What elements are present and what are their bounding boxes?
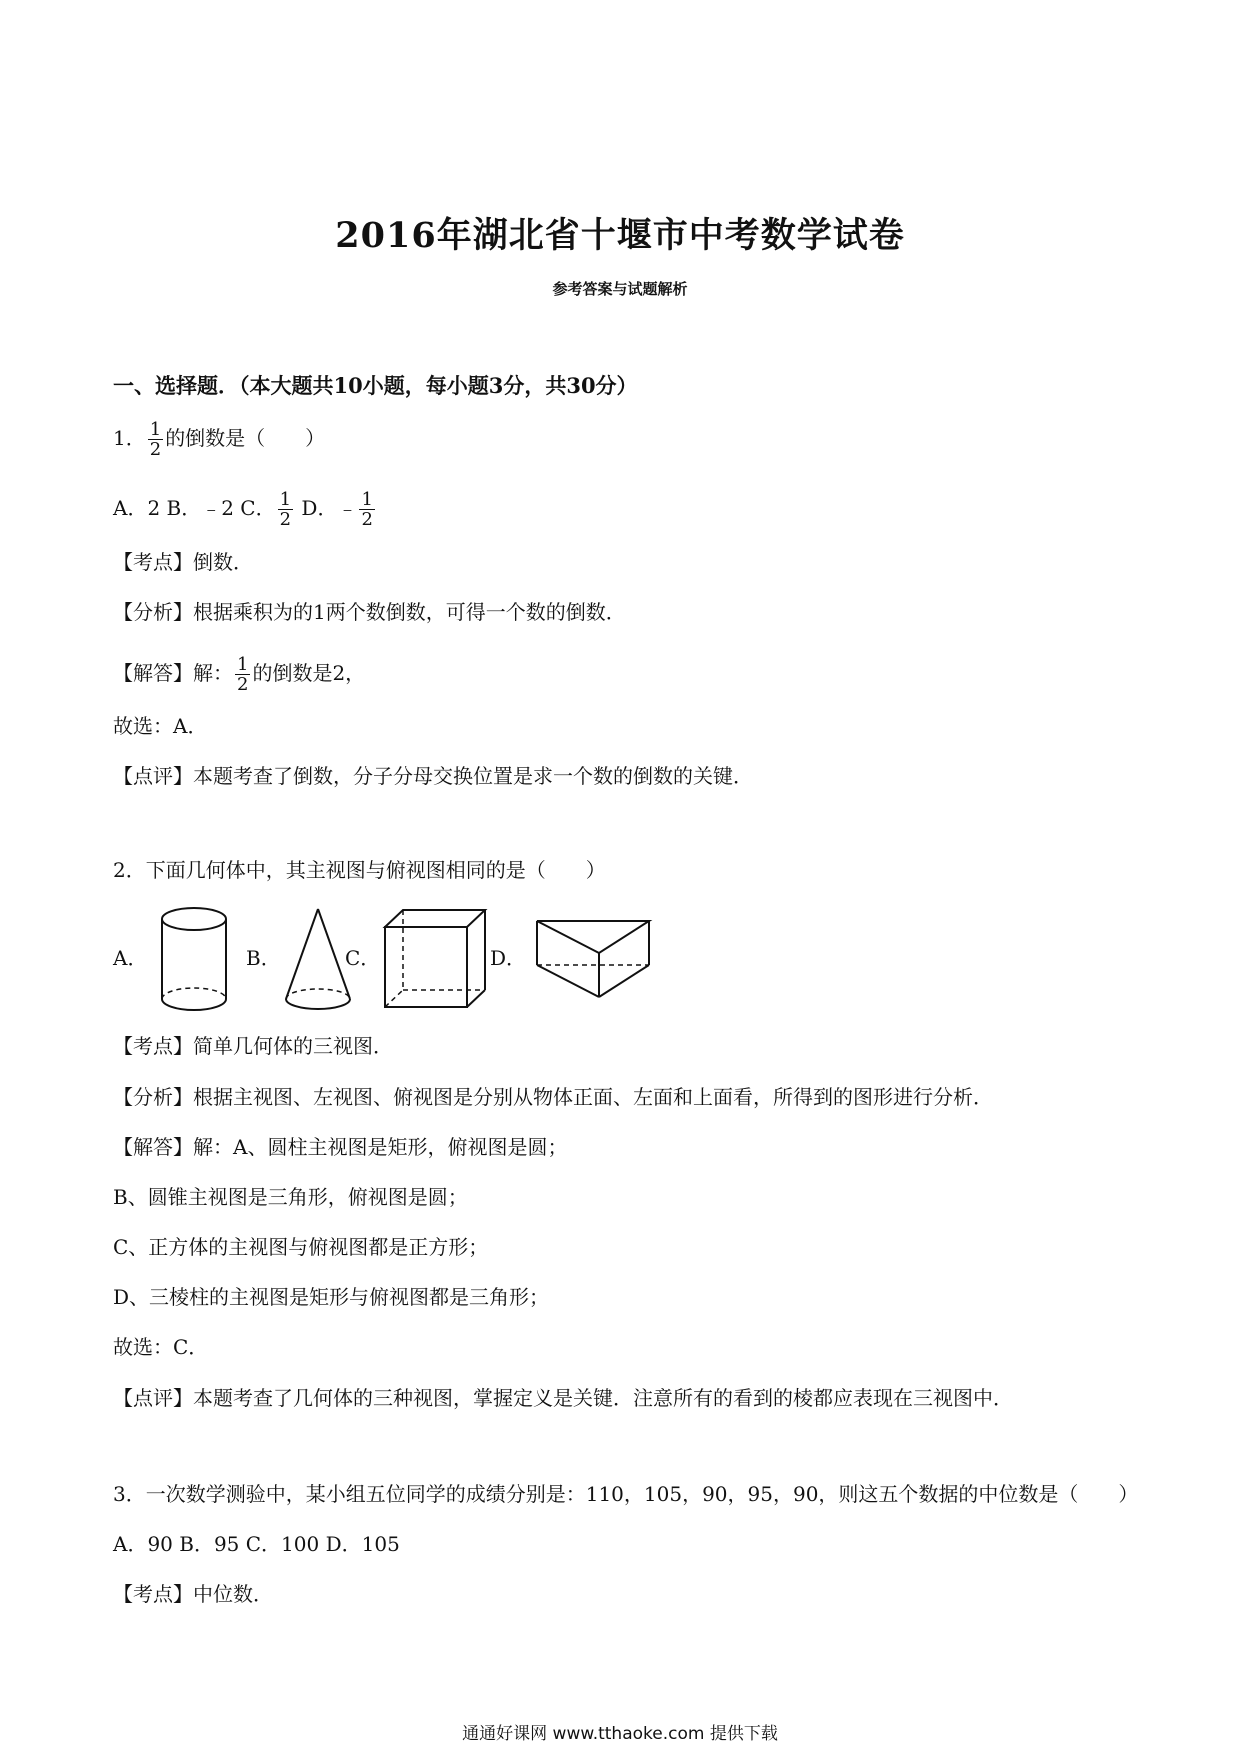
fraction: $\frac{1}{2}$ bbox=[279, 489, 292, 530]
fraction: $\frac{1}{2}$ bbox=[149, 419, 162, 460]
q1-fenxi: 【分析】根据乘积为的1两个数倒数，可得一个数的倒数． bbox=[113, 600, 626, 624]
q2-guxuan: 故选：C． bbox=[113, 1335, 209, 1359]
cube-figure bbox=[381, 905, 493, 1013]
page-footer: 通通好课网 www.tthaoke.com 提供下载 bbox=[462, 1724, 778, 1744]
q1-kaodian: 【考点】倒数． bbox=[113, 550, 253, 574]
q2-line-b: B、圆锥主视图是三角形，俯视图是圆； bbox=[113, 1185, 468, 1209]
fraction: $\frac{1}{2}$ bbox=[237, 654, 249, 695]
q3-options: A．90 B．95 C．100 D．105 bbox=[113, 1532, 400, 1556]
q1-guxuan: 故选：A． bbox=[113, 714, 208, 738]
cylinder-figure bbox=[149, 905, 239, 1013]
q2-line-c: C、正方体的主视图与俯视图都是正方形； bbox=[113, 1235, 489, 1259]
q1-number: 1． bbox=[113, 426, 146, 450]
option-label: B． bbox=[246, 946, 281, 970]
option-label: C． bbox=[345, 946, 381, 970]
option-label: D． bbox=[490, 946, 527, 970]
q1-stem-text: 的倒数是（ ） bbox=[165, 426, 326, 450]
fraction: $\frac{1}{2}$ bbox=[361, 489, 373, 530]
q1-options: A．2 B．﹣2 C． $\frac{1}{2}$ D．﹣ $\frac{1}{2}$ bbox=[113, 489, 373, 530]
q2-kaodian: 【考点】简单几何体的三视图． bbox=[113, 1034, 393, 1058]
q2-jieda: 【解答】解：A、圆柱主视图是矩形，俯视图是圆； bbox=[113, 1135, 568, 1159]
document-title: 2016年湖北省十堰市中考数学试卷 bbox=[335, 215, 905, 256]
option-label: A． bbox=[113, 946, 148, 970]
q2-figure-options bbox=[113, 905, 673, 1015]
q2-stem: 2．下面几何体中，其主视图与俯视图相同的是（ ） bbox=[113, 858, 606, 882]
q3-kaodian: 【考点】中位数． bbox=[113, 1582, 273, 1606]
triangular-prism-figure bbox=[533, 915, 653, 1005]
document-subtitle: 参考答案与试题解析 bbox=[552, 280, 688, 298]
q1-dianping: 【点评】本题考查了倒数，分子分母交换位置是求一个数的倒数的关键． bbox=[113, 764, 753, 788]
q1-stem bbox=[113, 420, 325, 459]
q2-dianping: 【点评】本题考查了几何体的三种视图，掌握定义是关键．注意所有的看到的棱都应表现在三视图中． bbox=[113, 1386, 1013, 1410]
q2-fenxi: 【分析】根据主视图、左视图、俯视图是分别从物体正面、左面和上面看，所得到的图形进行分析． bbox=[113, 1085, 993, 1109]
q2-line-d: D、三棱柱的主视图是矩形与俯视图都是三角形； bbox=[113, 1285, 550, 1309]
q1-jieda: 【解答】解： $\frac{1}{2}$ 的倒数是2， bbox=[113, 654, 366, 695]
section-heading: 一、选择题．（本大题共10小题，每小题3分，共30分） bbox=[113, 373, 638, 398]
q3-stem: 3．一次数学测验中，某小组五位同学的成绩分别是：110，105，90，95，90，则这五个数据的中位数是（ ） bbox=[113, 1482, 1139, 1506]
